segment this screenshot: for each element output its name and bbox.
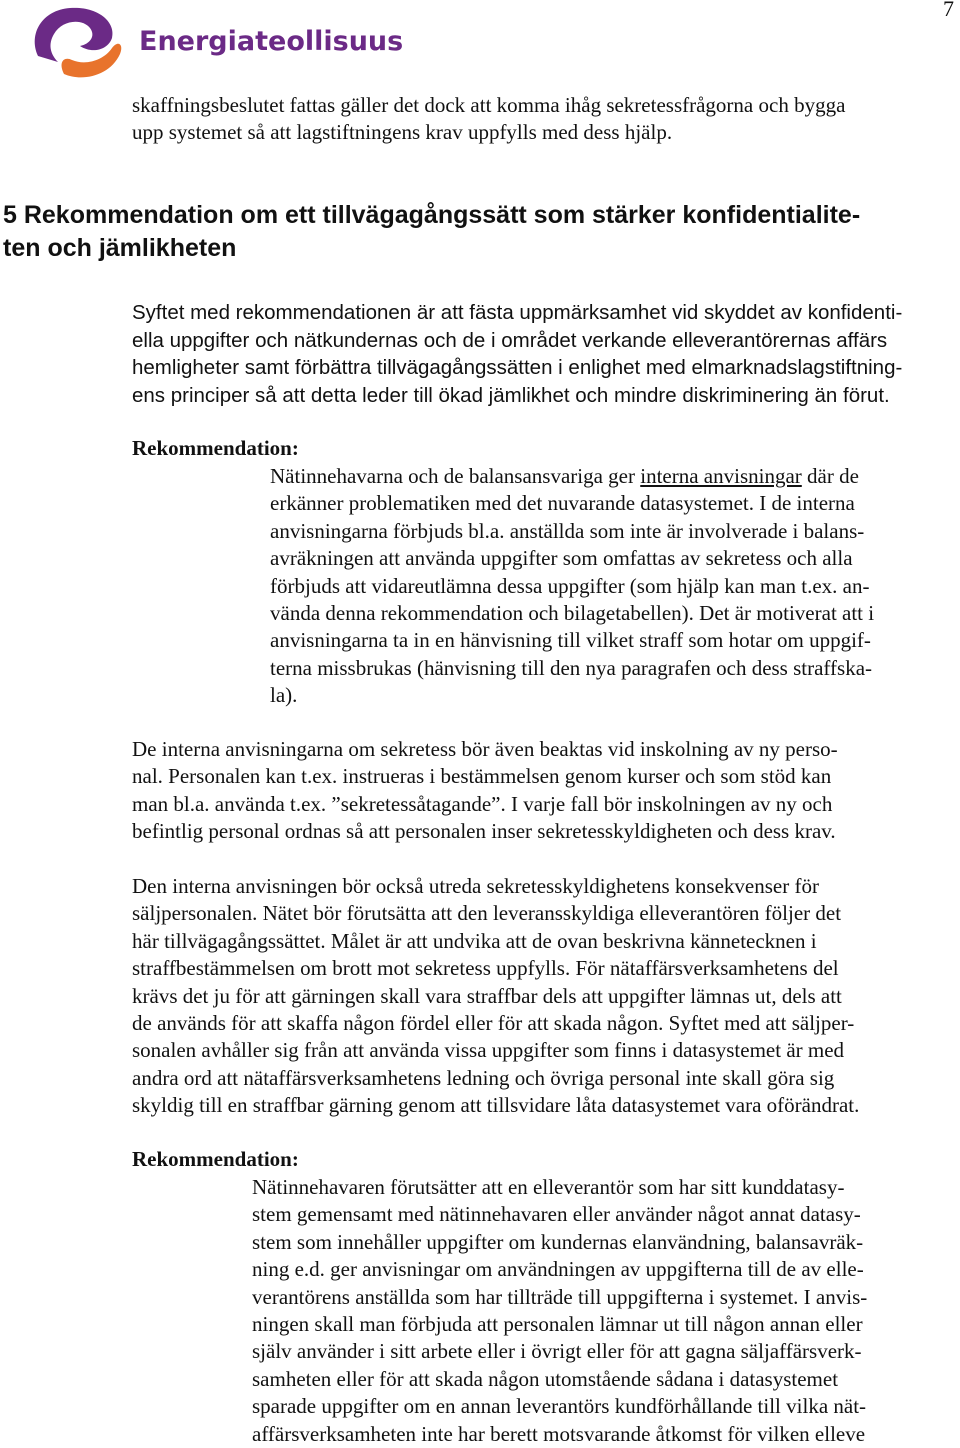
text-line: ning e.d. ger anvisningar om användningen av uppgifterna till de av elle- bbox=[252, 1257, 864, 1282]
text-line: affärsverksamheten inte har berett motsvarande åtkomst för vilken elleve bbox=[252, 1421, 866, 1446]
text-line: la). bbox=[270, 683, 298, 708]
text-line: samheten eller för att skada någon utomstående sådana i datasystemet bbox=[252, 1366, 839, 1391]
heading-line: ten och jämlikheten bbox=[3, 234, 237, 262]
text-line: verantörens anställda som har tillträde till uppgifterna i systemet. I anvis- bbox=[252, 1284, 868, 1309]
text-line: stem som innehåller uppgifter om kundernas elanvändning, balansavräk- bbox=[252, 1229, 864, 1254]
text-line: säljpersonalen. Nätet bör förutsätta att den leveransskyldiga elleverantören följer det bbox=[132, 901, 842, 926]
text-span: där de bbox=[801, 464, 859, 488]
recommendation-label: Rekommendation: bbox=[132, 1147, 299, 1171]
text-line: här tillvägagångssättet. Målet är att undvika att de ovan beskrivna kännetecknen i bbox=[132, 928, 817, 953]
text-line: erkänner problematiken med det nuvarande datasystemet. I de interna bbox=[270, 491, 855, 516]
text-line: anvisningarna ta in en hänvisning till vilket straff som hotar om uppgif- bbox=[270, 628, 871, 653]
text-line: själv använder i sitt arbete eller i övrigt eller för att gagna säljaffärsverk- bbox=[252, 1339, 862, 1364]
recommendation-2-text bbox=[252, 1174, 867, 1448]
text-line: Syftet med rekommendationen är att fästa uppmärksamhet vid skyddet av konfidenti- bbox=[132, 301, 903, 324]
text-line: anvisningarna förbjuds bl.a. anställda som inte är involverade i balans- bbox=[270, 518, 865, 543]
purpose-paragraph bbox=[132, 299, 902, 409]
company-logo bbox=[24, 4, 404, 84]
text-line: man bl.a. använda t.ex. ”sekretessåtagande”. I varje fall bör inskolningen av ny och bbox=[132, 791, 833, 816]
intro-paragraph bbox=[132, 92, 845, 147]
heading-line: 5 Rekommendation om ett tillvägagångssätt som stärker konfidentialite- bbox=[3, 201, 861, 229]
text-line: ningen skall man förbjuda att personalen lämnar ut till någon annan eller bbox=[252, 1312, 863, 1337]
text-line: stem gemensamt med nätinnehavaren eller använder något annat datasy- bbox=[252, 1202, 861, 1227]
text-line: befintlig personal ordnas så att personalen inser sekretesskyldigheten och dess krav. bbox=[132, 819, 836, 844]
text-line: straffbestämmelsen om brott mot sekretess uppfylls. För nätaffärsverksamhetens del bbox=[132, 956, 839, 981]
text-line: förbjuds att vidareutlämna dessa uppgifter (som hjälp kan man t.ex. an- bbox=[270, 573, 870, 598]
text-line: vända denna rekommendation och bilagetabellen). Det är motiverat att i bbox=[270, 601, 875, 626]
text-line: krävs det ju för att gärningen skall vara straffbar dels att uppgifter lämnas ut, dels att bbox=[132, 983, 842, 1008]
text-line: skyldig till en straffbar gärning genom att tillsvidare låta datasystemet vara oförändrat. bbox=[132, 1093, 860, 1118]
sales-paragraph bbox=[132, 873, 859, 1120]
text-span: Nätinnehavarna och de balansansvariga ger bbox=[270, 464, 641, 488]
text-line: Nätinnehavaren förutsätter att en elleverantör som har sitt kunddatasy- bbox=[252, 1175, 845, 1199]
section-heading bbox=[3, 199, 860, 265]
text-line: nal. Personalen kan t.ex. instrueras i bestämmelsen genom kurser och som stöd kan bbox=[132, 764, 832, 789]
text-line: hemligheter samt förbättra tillvägagångssätten i enlighet med elmarknadslagstiftning- bbox=[132, 356, 903, 379]
training-paragraph bbox=[132, 736, 838, 846]
text-line: sparade uppgifter om en annan leverantörs kundförhållande till vilka nät- bbox=[252, 1394, 867, 1419]
text-line: skaffningsbeslutet fattas gäller det dock att komma ihåg sekretessfrågorna och bygga bbox=[132, 93, 846, 117]
page-number: 7 bbox=[943, 0, 954, 21]
text-line: upp systemet så att lagstiftningens krav uppfylls med dess hjälp. bbox=[132, 120, 673, 145]
text-line: sonalen avhåller sig från att använda vissa uppgifter som finns i datasystemet är med bbox=[132, 1038, 845, 1063]
text-line: Den interna anvisningen bör också utreda sekretesskyldighetens konsekvenser för bbox=[132, 874, 819, 898]
logo-mark-icon bbox=[24, 4, 134, 84]
text-line: De interna anvisningarna om sekretess bör även beaktas vid inskolning av ny perso- bbox=[132, 737, 838, 761]
logo-wordmark: Energiateollisuus bbox=[139, 26, 404, 57]
text-line: ella uppgifter och nätkundernas och de i området verkande elleverantörernas affärs bbox=[132, 328, 888, 352]
interna-anvisningar-term: interna anvisningar bbox=[640, 464, 802, 488]
text-line: avräkningen att använda uppgifter som omfattas av sekretess och alla bbox=[270, 546, 853, 571]
recommendation-1-text bbox=[270, 463, 874, 710]
text-line: de används för att skaffa någon fördel eller för att skada någon. Syftet med att säljper- bbox=[132, 1011, 855, 1036]
text-line: terna missbrukas (hänvisning till den nya paragrafen och dess straffska- bbox=[270, 655, 873, 680]
text-line: ens principer så att detta leder till ökad jämlikhet och mindre diskriminering än förut. bbox=[132, 383, 890, 407]
text-line bbox=[270, 463, 874, 490]
text-line: andra ord att nätaffärsverksamhetens ledning och övriga personal inte skall göra sig bbox=[132, 1065, 835, 1090]
recommendation-label: Rekommendation: bbox=[132, 436, 299, 460]
